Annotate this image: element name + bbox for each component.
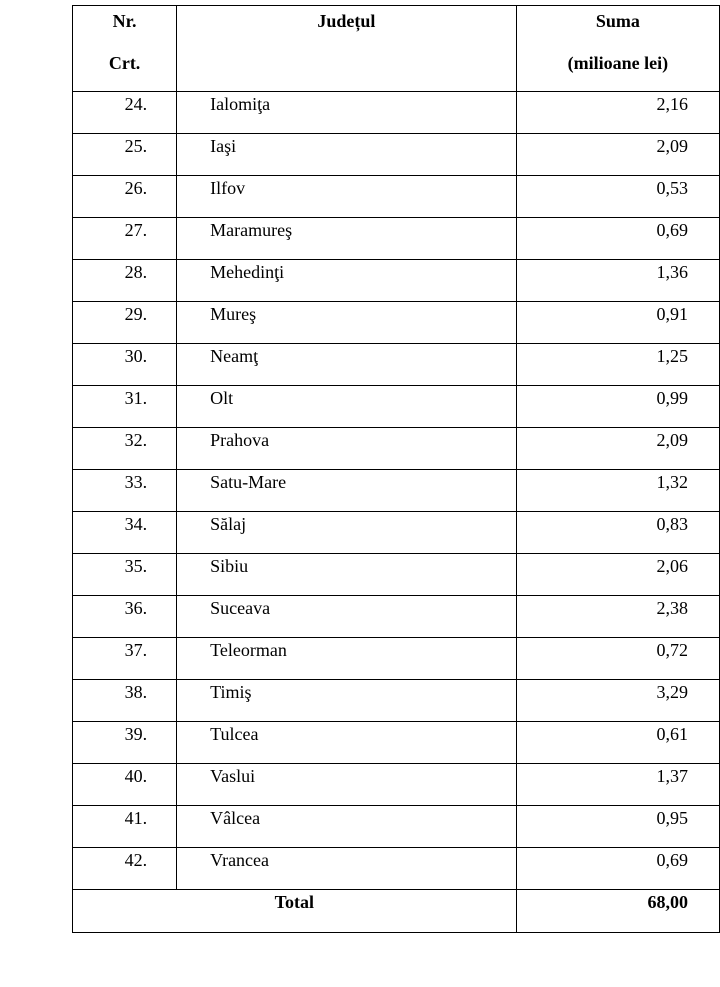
header-nr-crt <box>73 6 177 92</box>
table-row <box>73 554 720 596</box>
row-nr: 37. <box>73 638 177 680</box>
row-judet: Suceava <box>177 596 517 638</box>
header-judetul <box>177 6 517 92</box>
total-row <box>73 890 720 933</box>
row-nr: 34. <box>73 512 177 554</box>
table-row <box>73 428 720 470</box>
row-suma: 2,09 <box>516 134 719 176</box>
row-judet: Olt <box>177 386 517 428</box>
row-nr: 42. <box>73 848 177 890</box>
row-judet: Ialomiţa <box>177 92 517 134</box>
header-judet-label: Județul <box>317 11 376 31</box>
table-row <box>73 596 720 638</box>
table-row <box>73 722 720 764</box>
row-suma: 0,53 <box>516 176 719 218</box>
header-nr-line1: Nr. <box>112 11 137 31</box>
row-judet: Teleorman <box>177 638 517 680</box>
table-row <box>73 470 720 512</box>
row-suma: 0,69 <box>516 848 719 890</box>
row-suma: 0,61 <box>516 722 719 764</box>
row-nr: 41. <box>73 806 177 848</box>
row-suma: 0,69 <box>516 218 719 260</box>
row-suma: 3,29 <box>516 680 719 722</box>
row-nr: 28. <box>73 260 177 302</box>
row-nr: 36. <box>73 596 177 638</box>
table-row <box>73 638 720 680</box>
row-suma: 0,91 <box>516 302 719 344</box>
table-row <box>73 386 720 428</box>
row-suma: 2,16 <box>516 92 719 134</box>
row-judet: Ilfov <box>177 176 517 218</box>
table-row <box>73 260 720 302</box>
row-judet: Satu-Mare <box>177 470 517 512</box>
row-nr: 27. <box>73 218 177 260</box>
header-suma-line1: Suma <box>595 11 640 31</box>
table-row <box>73 806 720 848</box>
total-value: 68,00 <box>516 890 719 933</box>
row-judet: Mehedinţi <box>177 260 517 302</box>
row-judet: Vâlcea <box>177 806 517 848</box>
table-row <box>73 176 720 218</box>
row-suma: 2,38 <box>516 596 719 638</box>
row-judet: Vrancea <box>177 848 517 890</box>
row-nr: 38. <box>73 680 177 722</box>
row-judet: Iaşi <box>177 134 517 176</box>
header-nr-line2: Crt. <box>108 53 141 73</box>
table-row <box>73 764 720 806</box>
row-nr: 25. <box>73 134 177 176</box>
header-suma-line2: (milioane lei) <box>567 53 669 73</box>
table-row <box>73 218 720 260</box>
row-suma: 2,06 <box>516 554 719 596</box>
row-judet: Tulcea <box>177 722 517 764</box>
row-suma: 0,72 <box>516 638 719 680</box>
header-suma <box>516 6 719 92</box>
row-nr: 40. <box>73 764 177 806</box>
row-judet: Neamţ <box>177 344 517 386</box>
table-row <box>73 134 720 176</box>
row-nr: 30. <box>73 344 177 386</box>
table-row <box>73 302 720 344</box>
row-suma: 0,99 <box>516 386 719 428</box>
table-row <box>73 512 720 554</box>
table-row <box>73 680 720 722</box>
table-row <box>73 92 720 134</box>
row-suma: 0,83 <box>516 512 719 554</box>
row-judet: Sălaj <box>177 512 517 554</box>
row-nr: 31. <box>73 386 177 428</box>
row-suma: 1,32 <box>516 470 719 512</box>
row-suma: 1,36 <box>516 260 719 302</box>
table-body <box>73 92 720 933</box>
row-nr: 24. <box>73 92 177 134</box>
row-suma: 0,95 <box>516 806 719 848</box>
row-nr: 35. <box>73 554 177 596</box>
row-nr: 33. <box>73 470 177 512</box>
row-judet: Timiş <box>177 680 517 722</box>
total-label: Total <box>73 890 517 933</box>
row-judet: Maramureş <box>177 218 517 260</box>
row-judet: Mureş <box>177 302 517 344</box>
row-judet: Sibiu <box>177 554 517 596</box>
table-row <box>73 848 720 890</box>
row-nr: 29. <box>73 302 177 344</box>
table-row <box>73 344 720 386</box>
row-nr: 26. <box>73 176 177 218</box>
row-judet: Vaslui <box>177 764 517 806</box>
row-nr: 32. <box>73 428 177 470</box>
row-suma: 1,37 <box>516 764 719 806</box>
row-suma: 1,25 <box>516 344 719 386</box>
row-judet: Prahova <box>177 428 517 470</box>
row-nr: 39. <box>73 722 177 764</box>
allocation-table <box>72 5 720 933</box>
row-suma: 2,09 <box>516 428 719 470</box>
table-header-row <box>73 6 720 92</box>
